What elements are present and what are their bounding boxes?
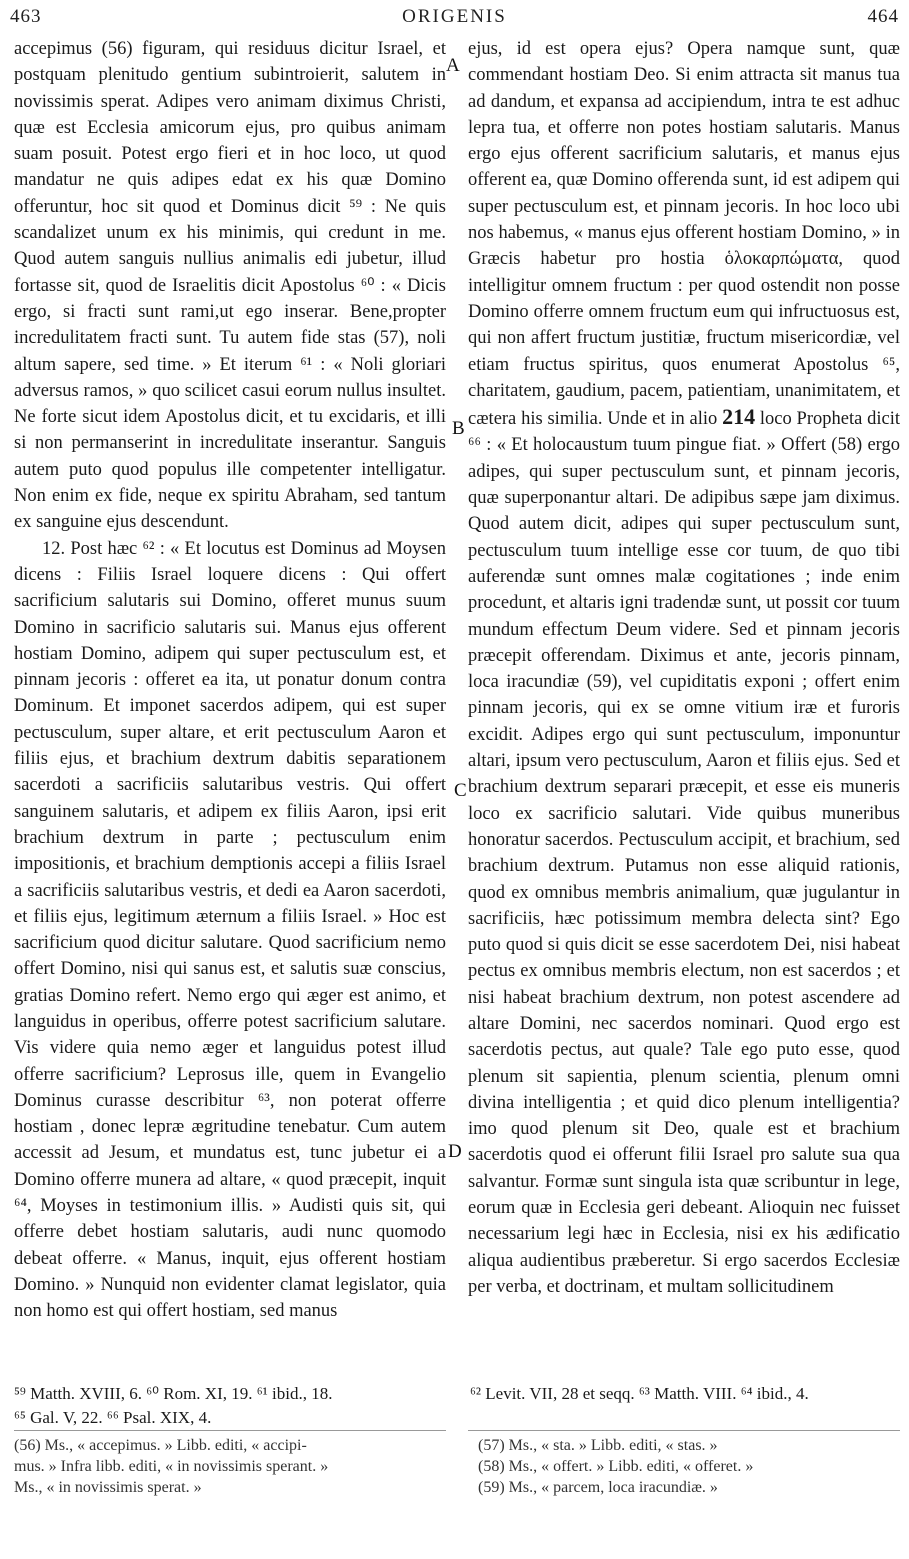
left-column [14, 36, 446, 1325]
column-marker-a: A [446, 55, 460, 76]
column-marker-c: C [454, 780, 467, 801]
text-run: ejus, id est opera ejus? Opera namque sunt, quæ commendant hostiam Deo. Si enim attracta sit manus tua ad dandum, et expansa ad accipiendum, intra te est adhuc lepra tua, et offerre non potes hostiam salutaris. Manus ergo ejus offerent sacrificium salutaris, et manus ejus offerent ea, quæ Domino offerenda sunt, id est adipem qui super pectusculum est, et pinnam jecoris. In hoc loco ubi nos habemus, « manus ejus offerent hostiam Domino, » in Græcis habetur pro hostia ὁλοκαρπώματα, quod intelligitur omnem fructum : per quod ostendit non posse Domino offerre omnem fructum eum qui infructuosus est, qui non affert fructum justitiæ, fructum misericordiæ, vel etiam fructus spiritus, quos enumerat Apostolus ⁶⁵, charitatem, gaudium, pacem, patientiam, unanimitatem, et cætera his similia. Unde et in alio [468, 39, 900, 430]
footnote-line: mus. » Infra libb. editi, « in novissimis sperant. » [14, 1458, 329, 1475]
reference-line: ⁶² Levit. VII, 28 et seqq. ⁶³ Matth. VIII. ⁶⁴ ibid., 4. [470, 1384, 809, 1403]
page-number-right: 464 [867, 6, 899, 27]
footnote-divider [14, 1430, 446, 1431]
column-marker-b: B [452, 418, 465, 439]
footnote-line: (56) Ms., « accepimus. » Libb. editi, « accipi- [14, 1437, 307, 1454]
paragraph: 12. Post hæc ⁶² : « Et locutus est Dominus ad Moysen dicens : Filiis Israel loquere dicens : Qui offert sacrificium salutaris sui Domino, offeret munus suum Domino in sacrificio salutaris sui. Manus ejus offerent hostiam Domino, adipem qui super pectusculum est, et pinnam jecoris : offeret ea ita, ut ponatur donum contra Dominum. Et imponet sacerdos adipem, qui est super pectusculum, super altare, et erit pectusculum Aaron et filiis ejus, et brachium dextrum dabitis separationem sacerdoti a sacrificiis salutaribus vestris. Qui offert sanguinem salutaris, et adipem ex filiis Aaron, ipsi erit brachium dextrum in parte ; pectusculum enim impositionis, et brachium demptionis accepi a filiis Israel a sacrificiis salutaribus vestris, et dedi ea Aaron sacerdoti, et filiis ejus, legitimum æternum a filiis Israel. » Hoc est sacrificium quod dicitur salutare. Quod sacrificium nemo offert Domino, nisi qui sanus est, et salutis suæ conscius, gratias Domino refert. Nemo ergo qui æger est animo, et languidus in operibus, offerre potest sacrificium salutare. Vis videre quia nemo æger et languidus potest illud offerre sacrificium? Leprosus ille, quem in Evangelio Dominus curasse describitur ⁶³, non poterat offerre hostiam , donec lepræ ægritudine tenebatur. Cum autem accessit ad Jesum, et mundatus est, tunc jubetur ei a Domino offerre munera ad altare, « quod præcepit, inquit ⁶⁴, Moyses in testimonium illis. » Audisti quis sit, qui offerre debet hostiam salutaris, audi nunc quomodo debeat offerre. « Manus, inquit, ejus offerent hostiam Domino. » Nunquid non evidenter clamat legislator, quia non homo est qui offert hostiam, sed manus [14, 538, 446, 1322]
footnote-line: (58) Ms., « offert. » Libb. editi, « offeret. » [478, 1458, 754, 1475]
reference-line: ⁶⁵ Gal. V, 22. ⁶⁶ Psal. XIX, 4. [14, 1408, 212, 1427]
column-marker-d: D [448, 1141, 462, 1162]
footnotes-right [478, 1435, 898, 1498]
reference-line: ⁵⁹ Matth. XVIII, 6. ⁶⁰ Rom. XI, 19. ⁶¹ ibid., 18. [14, 1384, 333, 1403]
text-run: loco Propheta dicit ⁶⁶ : « Et holocaustum tuum pingue fiat. » Offert (58) ergo adipes, qui super pectusculum sunt, et pinnam jecoris, quæ superponantur altari. De adipibus sæpe jam diximus. Quod autem dicit, adipes qui super pectusculum sunt, pectusculum tuum intellige esse cor tuum, de quo tibi auferendæ sunt omnes malæ cogitationes ; inde enim procedunt, et altaris igni tradendæ sunt, ut possit cor tuum mundum effectum Deum videre. Sed et pinnam jecoris præcepit offerendam. Diximus et ante, jecoris pinnam, loca iracundiæ (59), vel cupiditatis exponi ; offert enim pinnam jecoris, qui ex se omne vitium iræ et furoris excidit. Adipes ergo qui sunt pectusculum, imponuntur altari, ipsum vero pectusculum, Aaron et filiis ejus. Sed et brachium dextrum separari præcepit, et esse eis muneris loco ex sacrificio salutari. Vide quibus muneribus honoratur sacerdos. Pectusculum accipit, et brachium, sed brachium dextrum. Putamus non esse aliquid rationis, quod ex omnibus membris animalium, quæ jugulantur in sacrificiis, hæc potissimum membra delecta sint? Ego puto quod si quis dicit se esse sacerdotem Dei, nisi habeat pectus ex omnibus membris electum, non est sacerdos ; et nisi habeat brachium dextrum, non potest ascendere ad altare Domini, nec sacerdos nominari. Quod ergo est sacerdotis pectus, aut quale? Tale ego puto esse, quod plenum sit sapientia, plenum scientia, plenum omni divina intelligentia ; et quid dico plenum intelligentia? imo quod plenum sit Deo, quale est et brachium sacerdotis quod ei offerunt filii Israel pro salute sua qua salvantur. Formæ sunt singula ista quæ scribuntur in lege, eorum quæ in Ecclesia geri debeant. Alioquin nec fuisset necessarium legi hæc in Ecclesia, nisi ex his ædificatio aliqua audientibus præberetur. Si ergo sacerdos Ecclesiæ per verba, et doctrinam, et multam sollicitudinem [468, 409, 900, 1297]
original-page-number: 214 [722, 404, 756, 430]
scripture-references-right [470, 1382, 809, 1406]
paragraph: accepimus (56) figuram, qui residuus dicitur Israel, et postquam plenitudo gentium subintroierit, salutem in novissimis sperat. Adipes vero animam diximus Christi, quæ est Ecclesia amicorum ejus, pro quibus animam suam posuit. Potest ergo fieri et in hoc loco, ut quod mandatur ne quis adipes edat ex his quæ Domino offeruntur, hoc sit quod et Dominus dicit ⁵⁹ : Ne quis scandalizet unum ex his minimis, qui credunt in me. Quod autem sanguis nullius animalis edi jubetur, illud fortasse sit, quod de Israelitis dicit Apostolus ⁶⁰ : « Dicis ergo, si fracti sunt rami,ut ego inserar. Bene,propter incredulitatem fracti sunt. Tu autem fide stas (57), noli altum sapere, sed time. » Et iterum ⁶¹ : « Noli gloriari adversus ramos, » quo scilicet casui eorum nullus insultet. Ne forte sicut idem Apostolus dicit, et tu excidaris, et illi si non permanserint in incredulitate inserantur. Sanguis autem puto quod populus ille competenter intelligatur. Non enim ex fide, neque ex spiritu Abraham, sed tantum ex sanguine ejus descendunt. [14, 39, 446, 533]
footnote-line: (57) Ms., « sta. » Libb. editi, « stas. » [478, 1437, 718, 1454]
running-title: ORIGENIS [402, 6, 507, 27]
footnotes-left [14, 1435, 446, 1498]
page-number-left: 463 [10, 6, 42, 27]
paragraph [468, 36, 900, 1300]
page-header [10, 6, 899, 38]
right-column [468, 36, 900, 1300]
footnote-line: Ms., « in novissimis sperat. » [14, 1479, 202, 1496]
footnote-line: (59) Ms., « parcem, loca iracundiæ. » [478, 1479, 718, 1496]
footnote-divider [468, 1430, 900, 1431]
